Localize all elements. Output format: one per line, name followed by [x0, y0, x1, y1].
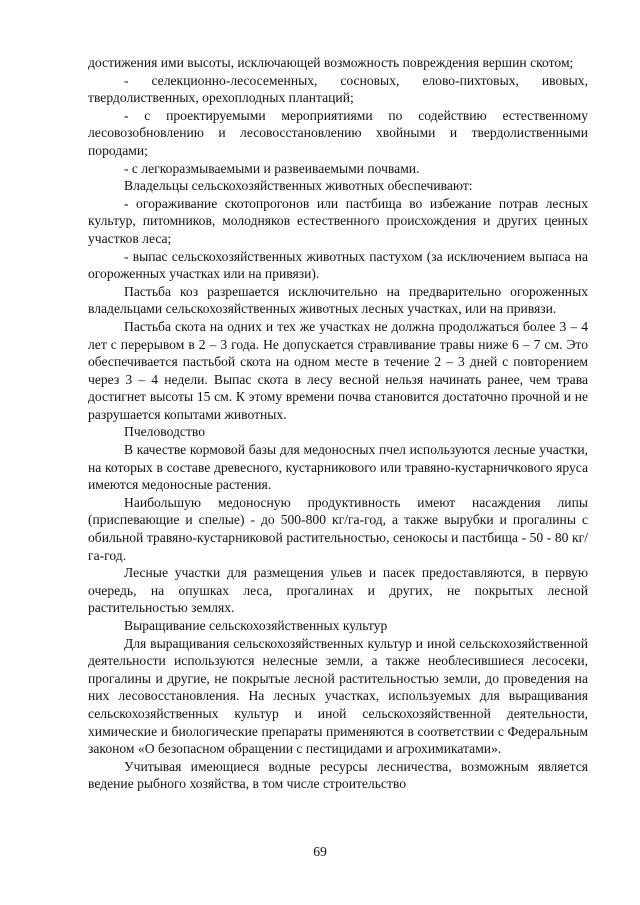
paragraph-agriculture: Для выращивания сельскохозяйственных культур и иной сельскохозяйственной деятельности используются нелесные земли, а также необлесившиеся лесосеки, прогалины и другие, не покрытые лесной растительностью земли, до проведения на них лесовосстановления. На лесных участках, используемых для выращивания сельскохозяйственных культур и иной сельскохозяйственной деятельности, химические и биологические препараты применяются в соответствии с Федеральным законом «О безопасном обращении с пестицидами и агрохимикатами».: [88, 635, 588, 757]
paragraph-continuation: достижения ими высоты, исключающей возможность повреждения вершин скотом;: [88, 55, 574, 70]
section-heading-beekeeping: Пчеловодство: [124, 424, 206, 440]
paragraph-grazing-rules: Пастьба скота на одних и тех же участках не должна продолжаться более 3 – 4 лет с перерывом в 2 – 3 года. Не допускается стравливание травы ниже 6 – 7 см. Это обеспечивается пастьбой скота на одном месте в течение 2 – 3 дней с повторением через 3 – 4 недели. Выпас скота в лесу весной нельзя начинать ранее, чем трава достигнет высоты 15 см. К этому времени почва становится достаточно прочной и не разрушается копытами животных.: [88, 318, 588, 422]
paragraph-forage-base: В качестве кормовой базы для медоносных пчел используются лесные участки, на которых в составе древесного, кустарникового или травяно-кустарничкового яруса имеются медоносные растения.: [88, 442, 588, 493]
paragraph-owners-intro: Владельцы сельскохозяйственных животных обеспечивают:: [124, 178, 473, 194]
section-heading-agriculture: Выращивание сельскохозяйственных культур: [124, 618, 388, 633]
paragraph-honey-productivity: Наибольшую медоносную продуктивность имеют насаждения липы (приспевающие и спелые) - до 500-800 кг/га-год, а также вырубки и прогалины с обильной травяно-кустарниковой растительностью, сенокосы и пастбища - 50 - 80 кг/га-год.: [88, 494, 588, 563]
list-item-soils: - с легкоразмываемыми и развеиваемыми почвами.: [124, 160, 420, 176]
page-number: 69: [313, 844, 327, 859]
paragraph-goats: Пастьба коз разрешается исключительно на предварительно огороженных владельцами сельскохозяйственных животных лесных участках, или на привязи.: [88, 283, 588, 317]
list-item-fencing: - огораживание скотопрогонов или пастбища во избежание потрав лесных культур, питомников, молодняков естественного происхождения и других ценных участков леса;: [88, 195, 588, 246]
list-item-herding: - выпас сельскохозяйственных животных пастухом (за исключением выпаса на огороженных участках или на привязи).: [88, 248, 588, 282]
paragraph-apiary-sites: Лесные участки для размещения ульев и пасек предоставляются, в первую очередь, на опушках леса, прогалинах и других, не покрытых лесной растительностью землях.: [88, 565, 588, 616]
list-item-plantations: - селекционно-лесосеменных, сосновых, елово-пихтовых, ивовых, твердолиственных, орехоплодных плантаций;: [88, 72, 588, 106]
paragraph-fishery: Учитывая имеющиеся водные ресурсы лесничества, возможным является ведение рыбного хозяйства, в том числе строительство: [88, 758, 588, 792]
page-body: [88, 54, 588, 793]
list-item-reforestation: - с проектируемыми мероприятиями по содействию естественному лесовозобновлению и лесовосстановлению хвойными и твердолиственными породами;: [88, 107, 588, 158]
